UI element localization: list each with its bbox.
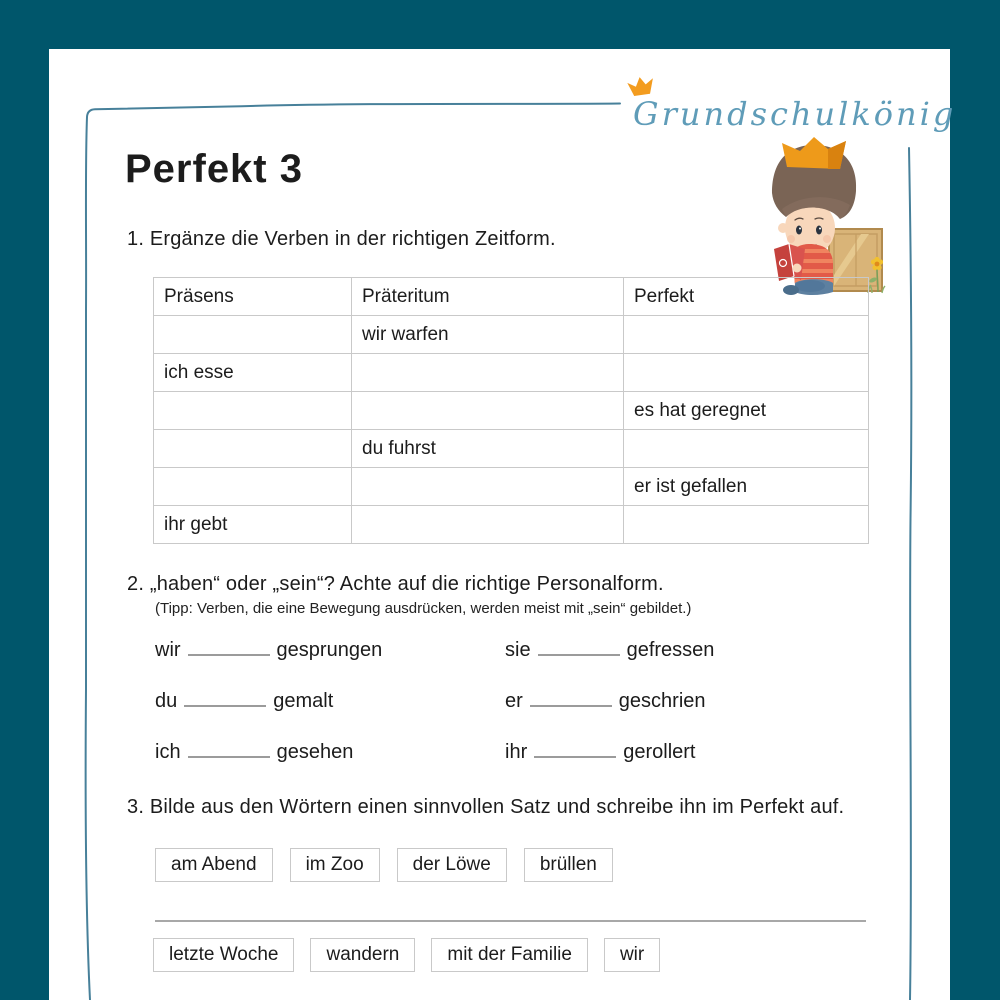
table-cell [624, 354, 869, 392]
blank-line [184, 691, 266, 707]
table-cell [624, 506, 869, 544]
table-cell [154, 316, 352, 354]
boy-crown-icon [782, 137, 846, 169]
table-cell [352, 392, 624, 430]
book-illustration [774, 244, 805, 281]
task1-instruction: 1. Ergänze die Verben in der richtigen Zeitform. [127, 228, 556, 250]
blank-line [188, 640, 270, 656]
word-box: letzte Woche [153, 938, 294, 972]
word-box: im Zoo [290, 848, 380, 882]
participle-label: gefressen [626, 639, 715, 661]
fill-item [155, 639, 500, 665]
table-row [154, 430, 869, 468]
pronoun-label: ich [155, 741, 181, 763]
task2-instruction: 2. „haben“ oder „sein“? Achte auf die richtige Personalform. [127, 573, 664, 595]
pronoun-label: du [155, 690, 178, 712]
task2-tip: (Tipp: Verben, die eine Bewegung ausdrücken, werden meist mit „sein“ gebildet.) [155, 600, 692, 617]
word-box: wir [604, 938, 660, 972]
blank-line [188, 742, 270, 758]
fill-item [505, 741, 850, 767]
pronoun-label: wir [155, 639, 181, 661]
table-header-perfekt: Perfekt [624, 278, 869, 316]
participle-label: gemalt [273, 690, 334, 712]
table-row [154, 316, 869, 354]
table-cell: es hat geregnet [624, 392, 869, 430]
fill-in-column-left [155, 639, 500, 792]
word-box: der Löwe [397, 848, 507, 882]
table-header-praeteritum: Präteritum [352, 278, 624, 316]
table-header-row [154, 278, 869, 316]
participle-label: geschrien [618, 690, 706, 712]
fill-item [505, 639, 850, 665]
blank-line [534, 742, 616, 758]
fill-in-column-right [505, 639, 850, 792]
table-header-praesens: Präsens [154, 278, 352, 316]
participle-label: gerollert [623, 741, 696, 763]
table-cell [624, 430, 869, 468]
word-box: am Abend [155, 848, 273, 882]
table-cell [154, 468, 352, 506]
pronoun-label: sie [505, 639, 531, 661]
blank-line [530, 691, 612, 707]
table-row [154, 354, 869, 392]
fill-item [155, 690, 500, 716]
word-box: mit der Familie [431, 938, 588, 972]
table-cell [154, 392, 352, 430]
page-title: Perfekt 3 [125, 147, 303, 191]
worksheet-page [49, 49, 957, 1000]
table-cell: wir warfen [352, 316, 624, 354]
table-row [154, 506, 869, 544]
table-row [154, 392, 869, 430]
pronoun-label: er [505, 690, 523, 712]
word-box-row-1 [155, 848, 613, 882]
blank-line [538, 640, 620, 656]
verb-table [153, 277, 869, 544]
table-row [154, 468, 869, 506]
boy-reading-illustration [770, 133, 886, 297]
participle-label: gesprungen [276, 639, 383, 661]
logo-text: Grundschulkönig [633, 95, 957, 133]
table-cell [624, 316, 869, 354]
table-cell [352, 506, 624, 544]
pronoun-label: ihr [505, 741, 528, 763]
table-cell: du fuhrst [352, 430, 624, 468]
writing-line [155, 920, 866, 922]
table-cell [352, 354, 624, 392]
table-cell [352, 468, 624, 506]
table-cell [154, 430, 352, 468]
table-cell: ihr gebt [154, 506, 352, 544]
fill-item [155, 741, 500, 767]
task3-instruction: 3. Bilde aus den Wörtern einen sinnvollen Satz und schreibe ihn im Perfekt auf. [127, 796, 845, 818]
word-box-row-2 [153, 938, 660, 972]
table-cell: ich esse [154, 354, 352, 392]
word-box: wandern [310, 938, 415, 972]
word-box: brüllen [524, 848, 613, 882]
fill-item [505, 690, 850, 716]
participle-label: gesehen [276, 741, 354, 763]
table-cell: er ist gefallen [624, 468, 869, 506]
